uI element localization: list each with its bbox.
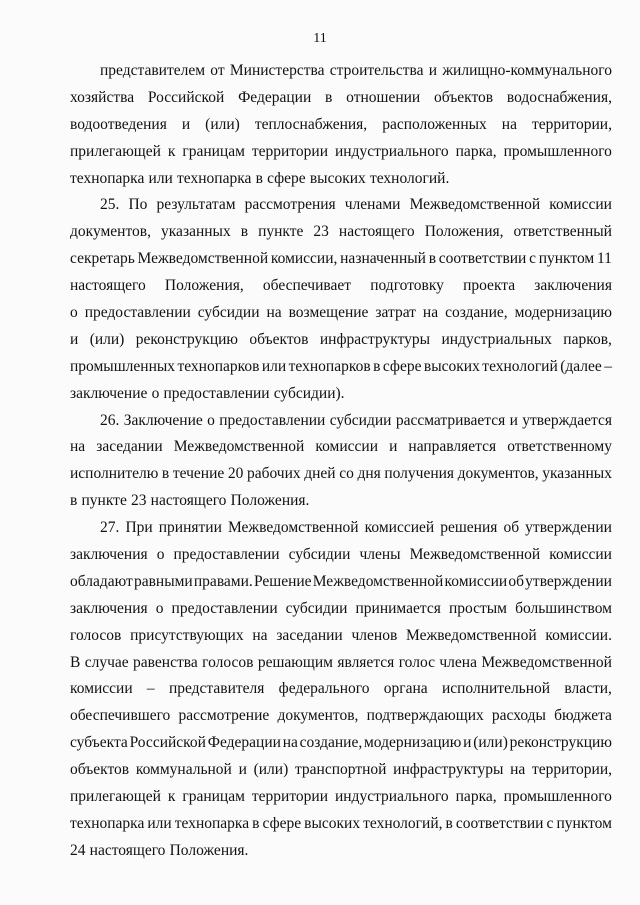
text-line: субъекта Российской Федерации на создание, модернизацию и (или) реконструкцию	[70, 734, 612, 752]
document-body	[70, 58, 612, 865]
text-line: о предоставлении субсидии на возмещение затрат на создание, модернизацию	[70, 304, 612, 322]
text-line: объектов коммунальной и (или) транспортной инфраструктуры на территории,	[70, 761, 612, 779]
text-line: на заседании Межведомственной комиссии и направляется ответственному	[70, 438, 612, 456]
text-line: прилегающей к границам территории индустриального парка, промышленного	[70, 142, 612, 160]
text-line: 24 настоящего Положения.	[70, 841, 249, 859]
text-line: представителем от Министерства строительства и жилищно-коммунального	[100, 62, 612, 79]
text-line: промышленных технопарков или технопарков в сфере высоких технологий (далее –	[70, 357, 612, 375]
text-line: заключения о предоставлении субсидии принимается простым большинством	[70, 599, 612, 617]
text-line: и (или) реконструкцию объектов инфраструктуры индустриальных парков,	[70, 330, 612, 348]
text-line: обладают равными правами. Решение Межведомственной комиссии об утверждении	[70, 572, 612, 590]
text-line: секретарь Межведомственной комиссии, назначенный в соответствии с пунктом 11	[70, 250, 612, 268]
text-line: 27. При принятии Межведомственной комиссией решения об утверждении	[100, 519, 612, 537]
text-line: 25. По результатам рассмотрения членами Межведомственной комиссии	[100, 196, 612, 214]
text-line: заключение о предоставлении субсидии).	[70, 384, 345, 402]
text-line: документов, указанных в пункте 23 настоящего Положения, ответственный	[70, 223, 612, 241]
text-line: технопарка или технопарка в сфере высоких технологий, в соответствии с пунктом	[70, 814, 612, 832]
text-line: хозяйства Российской Федерации в отношении объектов водоснабжения,	[70, 88, 612, 106]
text-line: водоотведения и (или) теплоснабжения, расположенных на территории,	[70, 115, 612, 133]
text-line: обеспечившего рассмотрение документов, подтверждающих расходы бюджета	[70, 707, 612, 725]
text-line: настоящего Положения, обеспечивает подготовку проекта заключения	[70, 277, 612, 295]
text-line: технопарка или технопарка в сфере высоких технологий.	[70, 169, 450, 187]
text-line: заключения о предоставлении субсидии члены Межведомственной комиссии	[70, 546, 612, 564]
text-line: 26. Заключение о предоставлении субсидии рассматривается и утверждается	[100, 411, 612, 429]
page-number: 11	[313, 31, 327, 46]
text-line: исполнителю в течение 20 рабочих дней со дня получения документов, указанных	[70, 465, 612, 483]
text-line: прилегающей к границам территории индустриального парка, промышленного	[70, 788, 612, 806]
text-line: В случае равенства голосов решающим является голос члена Межведомственной	[70, 653, 612, 671]
text-line: голосов присутствующих на заседании членов Межведомственной комиссии.	[70, 626, 612, 644]
text-line: комиссии – представителя федерального органа исполнительной власти,	[70, 680, 612, 698]
text-line: в пункте 23 настоящего Положения.	[70, 492, 310, 510]
